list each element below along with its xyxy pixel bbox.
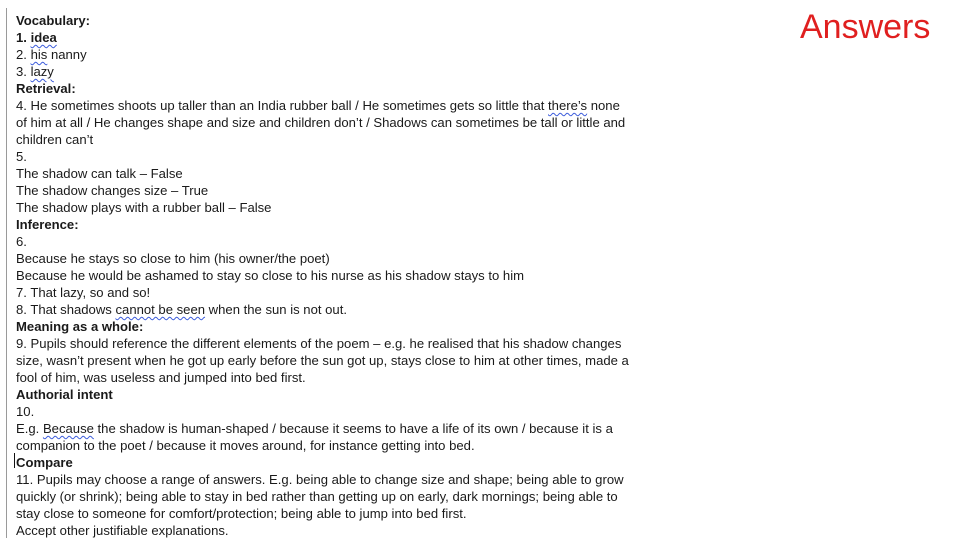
answer-line: fool of him, was useless and jumped into bed first.: [16, 370, 306, 385]
answer-line: E.g. Because the shadow is human-shaped / because it seems to have a life of its own / because it is a: [16, 421, 613, 436]
answer-line: 8. That shadows cannot be seen when the sun is not out.: [16, 302, 347, 317]
answer-line: quickly (or shrink); being able to stay in bed rather than getting up on early, dark mornings; being able to: [16, 489, 618, 504]
heading-compare: Compare: [16, 455, 73, 470]
heading-meaning-as-a-whole: Meaning as a whole:: [16, 319, 144, 334]
heading-vocabulary: Vocabulary:: [16, 13, 90, 28]
answer-line: children can’t: [16, 132, 94, 147]
answer-line: 7. That lazy, so and so!: [16, 285, 151, 300]
heading-retrieval: Retrieval:: [16, 81, 76, 96]
text-cursor: [14, 453, 15, 468]
answer-line: 3. lazy: [16, 64, 54, 79]
answer-line: stay close to someone for comfort/protection; being able to jump into bed first.: [16, 506, 467, 521]
answer-line: 2. his nanny: [16, 47, 87, 62]
slide-title: Answers: [800, 8, 931, 46]
answer-line: Because he would be ashamed to stay so close to his nurse as his shadow stays to him: [16, 268, 525, 283]
heading-authorial-intent: Authorial intent: [16, 387, 113, 402]
answer-line: companion to the poet / because it moves around, for instance getting into bed.: [16, 438, 475, 453]
answer-line: size, wasn’t present when he got up early before the sun got up, stays close to him at other times, made a: [16, 353, 629, 368]
answer-line: 1. idea: [16, 30, 57, 45]
answer-line: 10.: [16, 404, 35, 419]
answer-line: 11. Pupils may choose a range of answers. E.g. being able to change size and shape; being able to grow: [16, 472, 624, 487]
answer-line: 5.: [16, 149, 27, 164]
heading-inference: Inference:: [16, 217, 79, 232]
answer-line: The shadow can talk – False: [16, 166, 183, 181]
answer-line: 6.: [16, 234, 27, 249]
answer-line: The shadow plays with a rubber ball – False: [16, 200, 272, 215]
answer-line: of him at all / He changes shape and size and children don’t / Shadows can sometimes be tall or little and: [16, 115, 626, 130]
answer-document-image: [6, 8, 757, 538]
answer-line: The shadow changes size – True: [16, 183, 209, 198]
answer-lines: [16, 12, 756, 538]
answer-line: 9. Pupils should reference the different elements of the poem – e.g. he realised that his shadow changes: [16, 336, 622, 351]
answer-line: Accept other justifiable explanations.: [16, 523, 229, 538]
answer-line: 4. He sometimes shoots up taller than an India rubber ball / He sometimes gets so little that there’s none: [16, 98, 620, 113]
answer-line: Because he stays so close to him (his owner/the poet): [16, 251, 330, 266]
